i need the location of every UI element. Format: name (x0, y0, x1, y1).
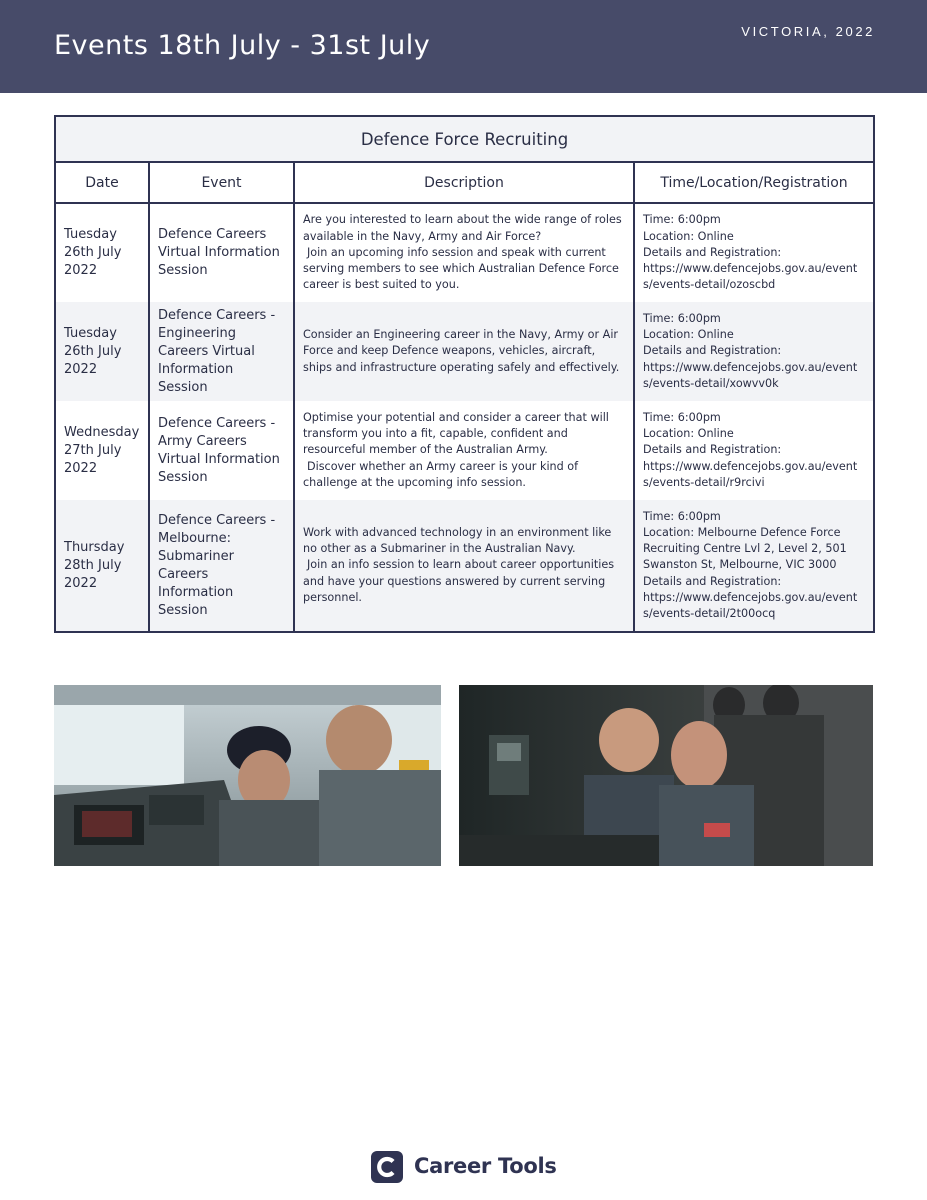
event-name: Defence Careers - Melbourne: Submariner Careers Information Session (158, 512, 276, 618)
table-row (55, 302, 874, 401)
events-table (54, 115, 875, 633)
description-line: Join an info session to learn about career opportunities and have your questions answered by current serving personnel. (303, 558, 615, 604)
registration-link[interactable]: https://www.defencejobs.gov.au/events/events-detail/2t00ocq (643, 590, 858, 620)
event-location: Location: Online (643, 229, 734, 243)
event-description (303, 327, 625, 376)
table-caption: Defence Force Recruiting (55, 116, 874, 162)
ship-bridge-photo-icon (54, 685, 441, 866)
event-details (643, 311, 865, 392)
career-tools-logo (371, 1151, 561, 1183)
registration-link[interactable]: https://www.defencejobs.gov.au/events/events-detail/ozoscbd (643, 262, 858, 292)
event-details (643, 410, 865, 491)
event-date: Tuesday 26th July 2022 (64, 227, 122, 278)
event-name: Defence Careers Virtual Information Session (158, 227, 280, 278)
event-location: Location: Online (643, 427, 734, 441)
registration-label: Details and Registration: (643, 443, 782, 457)
event-time: Time: 6:00pm (643, 213, 721, 227)
event-date: Tuesday 26th July 2022 (64, 325, 122, 377)
description-line: Are you interested to learn about the wide range of roles available in the Navy, Army and Air Force? (303, 213, 622, 243)
table-row (55, 203, 874, 302)
description-line: Consider an Engineering career in the Navy, Army or Air Force and keep Defence weapons, vehicles, aircraft, ships and infrastructure operating safely and effectively. (303, 328, 620, 374)
event-time: Time: 6:00pm (643, 410, 721, 424)
page-header (0, 0, 927, 93)
event-name: Defence Careers - Army Careers Virtual Information Session (158, 415, 280, 485)
event-description (303, 212, 625, 293)
event-name: Defence Careers - Engineering Careers Virtual Information Session (158, 307, 276, 395)
career-tools-logo-icon (371, 1151, 403, 1183)
description-line: Optimise your potential and consider a career that will transform you into a fit, capable, confident and resourceful member of the Australian Army. (303, 410, 609, 457)
description-line: Discover whether an Army career is your kind of challenge at the upcoming info session. (303, 459, 579, 489)
column-header-date: Date (55, 162, 149, 203)
registration-label: Details and Registration: (643, 344, 782, 358)
event-details (643, 212, 865, 293)
column-header-description: Description (294, 162, 634, 203)
region-label: VICTORIA, 2022 (741, 24, 875, 39)
registration-link[interactable]: https://www.defencejobs.gov.au/events/events-detail/r9rcivi (643, 459, 858, 489)
event-location: Location: Melbourne Defence Force Recruiting Centre Lvl 2, Level 2, 501 Swanston St, Melbourne, VIC 3000 (643, 525, 847, 572)
submarine-crew-photo-icon (459, 685, 873, 866)
registration-label: Details and Registration: (643, 574, 782, 588)
description-line: Join an upcoming info session and speak with current serving members to see which Australian Defence Force career is best suited to you. (303, 245, 619, 292)
registration-label: Details and Registration: (643, 245, 782, 259)
event-date: Thursday 28th July 2022 (64, 539, 125, 591)
brand-name: Career Tools (414, 1154, 557, 1178)
column-header-event: Event (149, 162, 294, 203)
photo-ship-bridge (54, 685, 441, 866)
event-description (303, 410, 625, 491)
event-location: Location: Online (643, 328, 734, 342)
table-row (55, 500, 874, 632)
page-title: Events 18th July - 31st July (54, 30, 431, 61)
event-time: Time: 6:00pm (643, 311, 721, 325)
event-time: Time: 6:00pm (643, 509, 721, 523)
event-details (643, 509, 865, 622)
registration-link[interactable]: https://www.defencejobs.gov.au/events/events-detail/xowvv0k (643, 360, 858, 390)
description-line: Work with advanced technology in an environment like no other as a Submariner in the Australian Navy. (303, 525, 612, 556)
photo-submarine-crew (459, 685, 873, 866)
column-header-details: Time/Location/Registration (634, 162, 874, 203)
table-row (55, 401, 874, 500)
event-date: Wednesday 27th July 2022 (64, 424, 140, 476)
event-description (303, 525, 625, 606)
